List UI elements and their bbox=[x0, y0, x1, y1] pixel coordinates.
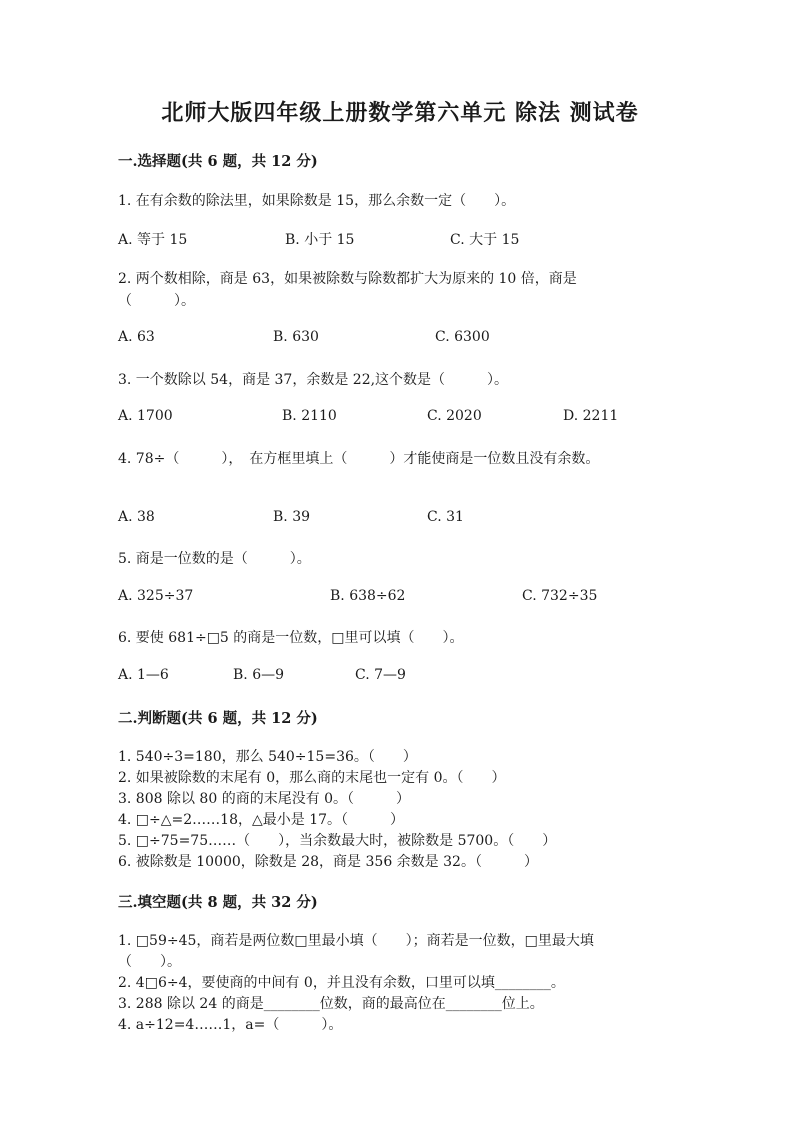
option-b: B. 638÷62 bbox=[330, 588, 406, 604]
option-c: C. 2020 bbox=[427, 408, 482, 424]
option-a: A. 等于 15 bbox=[118, 232, 188, 248]
option-b: B. 630 bbox=[273, 329, 319, 345]
option-b: B. 小于 15 bbox=[285, 232, 355, 248]
judgment-item: 6. 被除数是 10000，除数是 28，商是 356 余数是 32。（ ） bbox=[118, 854, 538, 870]
option-a: A. 1700 bbox=[118, 408, 173, 424]
option-b: B. 2110 bbox=[282, 408, 337, 424]
fill-item-continuation: （ ）。 bbox=[118, 954, 181, 970]
judgment-item: 2. 如果被除数的末尾有 0，那么商的末尾也一定有 0。（ ） bbox=[118, 770, 506, 786]
option-a: A. 1—6 bbox=[118, 667, 169, 683]
question-5: 5. 商是一位数的是（ ）。 bbox=[118, 551, 311, 567]
question-4: 4. 78÷（ ）， 在方框里填上（ ）才能使商是一位数且没有余数。 bbox=[118, 451, 600, 467]
option-d: D. 2211 bbox=[563, 408, 619, 424]
option-c: C. 732÷35 bbox=[522, 588, 598, 604]
question-2-line-2: （ ）。 bbox=[118, 293, 195, 309]
option-b: B. 39 bbox=[273, 509, 311, 525]
judgment-item: 4. □÷△=2……18，△最小是 17。（ ） bbox=[118, 812, 405, 828]
option-b: B. 6—9 bbox=[233, 667, 285, 683]
option-c: C. 大于 15 bbox=[450, 232, 520, 248]
section-heading-judgment: 二.判断题(共 6 题，共 12 分) bbox=[118, 710, 318, 727]
fill-item: 1. □59÷45，商若是两位数□里最小填（ ）；商若是一位数，□里最大填 bbox=[118, 933, 594, 949]
option-a: A. 38 bbox=[118, 509, 155, 525]
question-6: 6. 要使 681÷□5 的商是一位数，□里可以填（ ）。 bbox=[118, 630, 464, 646]
question-3: 3. 一个数除以 54，商是 37，余数是 22,这个数是（ ）。 bbox=[118, 372, 509, 388]
fill-item: 2. 4□6÷4，要使商的中间有 0，并且没有余数，口里可以填________。 bbox=[118, 975, 565, 991]
question-2-line-1: 2. 两个数相除，商是 63，如果被除数与除数都扩大为原来的 10 倍，商是 bbox=[118, 271, 577, 287]
fill-item: 4. a÷12=4……1，a=（ ）。 bbox=[118, 1017, 343, 1033]
option-c: C. 7—9 bbox=[355, 667, 406, 683]
option-a: A. 325÷37 bbox=[118, 588, 194, 604]
option-a: A. 63 bbox=[118, 329, 155, 345]
section-heading-fill-in: 三.填空题(共 8 题，共 32 分) bbox=[118, 894, 318, 911]
section-heading-choice: 一.选择题(共 6 题，共 12 分) bbox=[118, 153, 318, 170]
judgment-item: 5. □÷75=75……（ ），当余数最大时，被除数是 5700。（ ） bbox=[118, 833, 557, 849]
page-title: 北师大版四年级上册数学第六单元 除法 测试卷 bbox=[161, 100, 639, 126]
question-1: 1. 在有余数的除法里，如果除数是 15，那么余数一定（ ）。 bbox=[118, 193, 516, 209]
judgment-item: 1. 540÷3=180，那么 540÷15=36。（ ） bbox=[118, 749, 417, 765]
judgment-item: 3. 808 除以 80 的商的末尾没有 0。（ ） bbox=[118, 791, 411, 807]
fill-item: 3. 288 除以 24 的商是________位数，商的最高位在________位上。 bbox=[118, 996, 544, 1012]
option-c: C. 6300 bbox=[435, 329, 490, 345]
option-c: C. 31 bbox=[427, 509, 464, 525]
